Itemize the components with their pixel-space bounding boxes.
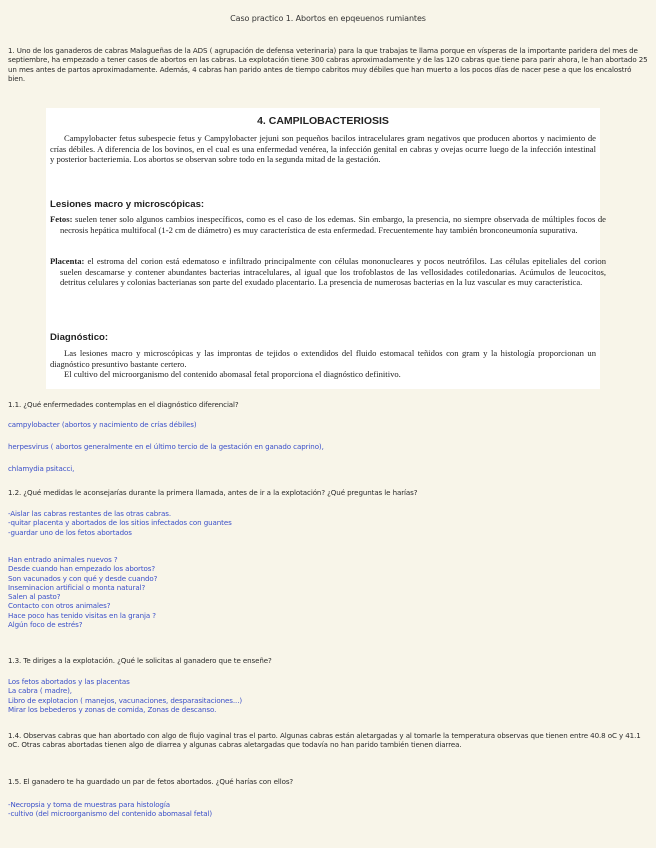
answer-line: La cabra ( madre),: [8, 686, 72, 696]
answer-line: chlamydia psitacci,: [8, 464, 75, 473]
textbook-excerpt: [46, 108, 606, 389]
answer-line: -Aislar las cabras restantes de las otras cabras.: [8, 509, 171, 518]
answer-1-2-questions: [8, 555, 648, 629]
fetos-paragraph: [50, 214, 606, 235]
answer-line: Hace poco has tenido visitas en la granja ?: [8, 610, 156, 620]
diagnostico-heading: Diagnóstico:: [50, 332, 109, 343]
placenta-paragraph: [50, 256, 606, 288]
lesiones-heading: Lesiones macro y microscópicas:: [50, 199, 205, 210]
answer-line: -guardar uno de los fetos abortados: [8, 527, 132, 537]
answer-line: campylobacter (abortos y nacimiento de crías débiles): [8, 420, 197, 429]
question-1-4: 1.4. Observas cabras que han abortado con algo de flujo vaginal tras el parto. Algunas cabras están aletargadas y al tomarle la temperatura observas que tienen entre 40.8 oC y 41.1 oC. Otras cabras abortadas tienen algo de diarrea y algunas cabras aletargadas que todavía no han parido también tienen diarrea.: [8, 731, 641, 750]
excerpt-heading: 4. CAMPILOBACTERIOSIS: [257, 115, 389, 127]
answer-line: -Necropsia y toma de muestras para histología: [8, 800, 170, 809]
answer-line: Salen al pasto?: [8, 592, 61, 602]
answer-1-5: [8, 800, 648, 819]
answer-line: Algún foco de estrés?: [8, 620, 83, 630]
answer-line: Desde cuando han empezado los abortos?: [8, 564, 156, 574]
question-1: 1. Uno de los ganaderos de cabras Malagueñas de la ADS ( agrupación de defensa veterinaria) para la que trabajas te llama porque en vísperas de la importante paridera del mes de septiembre, ha empezado a tener casos de abortos en las cabras. La explotación tiene 300 cabras aproximadamente y de las 120 cabras que tiene para parir ahora, le han abortado 25 un mes antes de partos aproximadamente. Además, 4 cabras han parido antes de tiempo cabritos muy débiles que han muerto a los pocos días de nacer pese a que los encalostró bien.: [8, 46, 648, 83]
answer-line: Han entrado animales nuevos ?: [8, 555, 118, 564]
answer-1-3: [8, 677, 648, 714]
page-title: Caso practico 1. Abortos en epqeuenos rumiantes: [230, 14, 426, 23]
answer-line: -quitar placenta y abortados de los sitios infectados con guantes: [8, 518, 232, 528]
answer-line: Mirar los bebederos y zonas de comida, Zonas de descanso.: [8, 704, 217, 714]
diagnostico-text: [50, 348, 596, 380]
fetos-text: suelen tener solo algunos cambios inespecíficos, como es el caso de los edemas. Sin embargo, la presencia, no siempre observada de múltiples focos de necrosis hepática multifocal (1-2 cm de diámetro) es muy característica de esta enfermedad. Frecuentemente hay también bronconeumonía supurativa.: [60, 214, 606, 235]
answer-line: Son vacunados y con qué y desde cuando?: [8, 573, 158, 583]
question-1-2: 1.2. ¿Qué medidas le aconsejarías durante la primera llamada, antes de ir a la explotación? ¿Qué preguntas le harías?: [8, 488, 418, 497]
answer-line: Inseminacion artificial o monta natural?: [8, 582, 146, 592]
answer-1-1: [8, 420, 648, 473]
fetos-label: Fetos:: [50, 214, 73, 224]
diagnostico-text-2: El cultivo del microorganismo del contenido abomasal fetal proporciona el diagnóstico definitivo.: [64, 369, 401, 380]
answer-line: Los fetos abortados y las placentas: [8, 677, 130, 686]
answer-line: Contacto con otros animales?: [8, 601, 111, 611]
answer-line: Libro de explotacion ( manejos, vacunaciones, desparasitaciones...): [8, 695, 243, 705]
diagnostico-text-1: Las lesiones macro y microscópicas y las improntas de tejidos o extendidos del fluido estomacal teñidos con gram y la histología proporcionan un diagnóstico presuntivo bastante certero.: [50, 348, 596, 369]
question-1-5: 1.5. El ganadero te ha guardado un par de fetos abortados. ¿Qué harías con ellos?: [8, 777, 294, 786]
answer-1-2-measures: [8, 509, 648, 537]
question-1-3: 1.3. Te diriges a la explotación. ¿Qué le solicitas al ganadero que te enseñe?: [8, 656, 272, 665]
question-1-1: 1.1. ¿Qué enfermedades contemplas en el diagnóstico diferencial?: [8, 400, 239, 409]
answer-line: -cultivo (del microorganismo del contenido abomasal fetal): [8, 809, 213, 819]
excerpt-intro: Campylobacter fetus subespecie fetus y Campylobacter jejuni son pequeños bacilos intracelulares gram negativos que producen abortos y nacimiento de crías débiles. A diferencia de los bovinos, en el cual es una enfermedad venérea, la infección genital en cabras y ovejas ocurre luego de la infección intestinal y posterior bacteriemia. Los abortos se observan sobre todo en la segunda mitad de la gestación.: [50, 133, 596, 165]
answer-line: herpesvirus ( abortos generalmente en el último tercio de la gestación en ganado caprino),: [8, 442, 324, 451]
placenta-label: Placenta:: [50, 256, 85, 266]
placenta-text: el estroma del corion está edematoso e infiltrado principalmente con células mononucleares y pocos neutrófilos. Las células epiteliales del corion suelen descamarse y contener abundantes bacterias intracelulares, al igual que los trofoblastos de las vellosidades cotiledonarias. Acúmulos de leucocitos, detritus celulares y colonias bacterianas son parte del exudado placentario. La presencia de numerosas bacterias en la luz vascular es muy característica.: [60, 256, 606, 288]
